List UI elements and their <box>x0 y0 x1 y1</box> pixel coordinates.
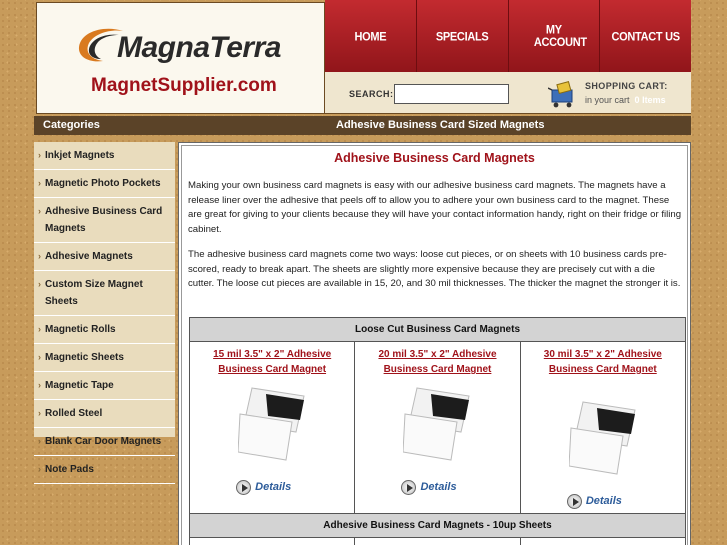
product-cell <box>521 538 685 545</box>
logo-text[interactable]: MagnaTerra <box>117 31 281 64</box>
play-arrow-icon <box>567 494 582 509</box>
cart-title: SHOPPING CART: <box>585 81 668 91</box>
product-cell <box>355 538 520 545</box>
details-label: Details <box>255 481 292 493</box>
details-button[interactable] <box>236 479 291 495</box>
sidebar-item-magnetic-photo-pockets[interactable]: › Magnetic Photo Pockets <box>34 170 175 198</box>
categories-heading: Categories <box>43 119 100 131</box>
business-card-magnet-image[interactable] <box>569 398 639 478</box>
play-arrow-icon <box>236 480 251 495</box>
business-card-magnet-image[interactable] <box>403 384 473 464</box>
sidebar-item-blank-car-door-magnets[interactable]: › Blank Car Door Magnets <box>34 428 175 456</box>
intro-paragraph: Making your own business card magnets is easy with our adhesive business card magnets. The magnets have a release liner over the adhesive that peels off to allow you to adhere your own business card to the magnet. These are great for giving to your clients because they will have your contact information handy, right on their fridge or filing cabinet. <box>188 180 682 235</box>
category-sidebar <box>34 142 175 475</box>
sidebar-item-note-pads[interactable]: › Note Pads <box>34 456 175 484</box>
search-input[interactable] <box>394 84 509 104</box>
category-bar <box>34 116 691 135</box>
nav-my-account[interactable] <box>509 0 601 76</box>
nav-my-account-label: MY ACCOUNT <box>533 23 587 50</box>
section-heading-loose-cut: Loose Cut Business Card Magnets <box>190 318 685 342</box>
product-link-20mil[interactable]: 20 mil 3.5" x 2" Adhesive Business Card Magnet <box>378 349 497 375</box>
logo-panel <box>36 2 325 114</box>
product-cell <box>355 342 520 513</box>
details-button[interactable] <box>567 493 622 509</box>
details-label: Details <box>585 495 622 507</box>
search-label: SEARCH: <box>349 89 394 99</box>
product-link-15mil[interactable]: 15 mil 3.5" x 2" Adhesive Business Card Magnet <box>213 349 332 375</box>
sidebar-item-magnetic-tape[interactable]: › Magnetic Tape <box>34 372 175 400</box>
product-link-30mil[interactable]: 30 mil 3.5" x 2" Adhesive Business Card Magnet <box>543 349 662 375</box>
product-row <box>190 538 685 545</box>
page-heading: Adhesive Business Card Sized Magnets <box>336 119 545 131</box>
business-card-magnet-image[interactable] <box>238 384 308 464</box>
search-bar <box>325 72 691 114</box>
section-heading-10up-sheets: Adhesive Business Card Magnets - 10up Sheets <box>190 514 685 538</box>
site-url[interactable]: MagnetSupplier.com <box>91 75 277 96</box>
main-title: Adhesive Business Card Magnets <box>334 151 535 165</box>
main-content <box>178 142 691 545</box>
sidebar-item-adhesive-magnets[interactable]: › Adhesive Magnets <box>34 243 175 271</box>
product-row <box>190 342 685 514</box>
sidebar-item-adhesive-business-card-magnets[interactable]: › Adhesive Business Card Magnets <box>34 198 175 243</box>
details-button[interactable] <box>401 479 456 495</box>
options-paragraph: The adhesive business card magnets come two ways: loose cut pieces, or on sheets with 10 business cards pre-scored, ready to break apart. The sheets are slightly more expensive because they are precisely cut with a die cutter. The loose cut pieces are available in 15, 20, and 30 mil thicknesses. The thicker the magnet the stronger it is. <box>188 249 681 290</box>
main-nav <box>325 2 691 72</box>
sidebar-item-magnetic-sheets[interactable]: › Magnetic Sheets <box>34 344 175 372</box>
cart-items-label: Items <box>642 95 666 105</box>
shopping-cart-icon[interactable] <box>548 80 578 108</box>
cart-summary[interactable] <box>585 95 666 105</box>
details-label: Details <box>420 481 457 493</box>
cart-sub-label: in your cart <box>585 95 630 105</box>
play-arrow-icon <box>401 480 416 495</box>
nav-home[interactable]: HOME <box>325 0 417 76</box>
product-cell <box>190 538 355 545</box>
sidebar-item-custom-size-magnet-sheets[interactable]: › Custom Size Magnet Sheets <box>34 271 175 316</box>
product-cell <box>190 342 355 513</box>
cart-count: 0 <box>634 95 640 105</box>
products-table <box>189 317 686 545</box>
sidebar-item-rolled-steel[interactable]: › Rolled Steel <box>34 400 175 428</box>
sidebar-item-magnetic-rolls[interactable]: › Magnetic Rolls <box>34 316 175 344</box>
main-inner <box>181 145 688 545</box>
sidebar-item-inkjet-magnets[interactable]: › Inkjet Magnets <box>34 142 175 170</box>
product-cell <box>521 342 685 513</box>
nav-contact-us[interactable]: CONTACT US <box>600 0 691 76</box>
nav-specials[interactable]: SPECIALS <box>417 0 509 76</box>
